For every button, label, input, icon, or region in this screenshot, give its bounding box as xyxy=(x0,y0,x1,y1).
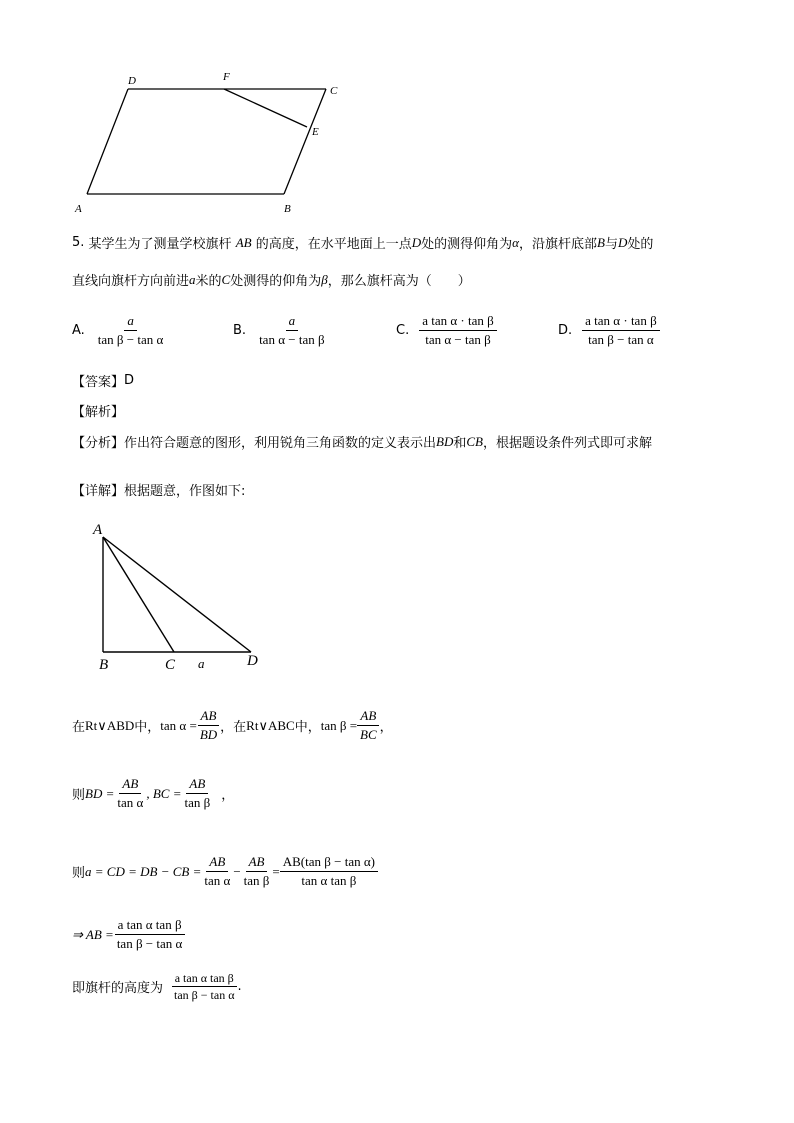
label-a: A xyxy=(75,203,82,215)
label-e: E xyxy=(312,126,319,138)
option-d-fraction xyxy=(582,313,660,348)
detail-line xyxy=(72,480,245,499)
step-1 xyxy=(72,708,393,743)
fenxi-he: 和 xyxy=(453,436,467,451)
numerator: AB xyxy=(119,776,141,794)
step1-rt2: Rt∨ABC xyxy=(246,717,295,733)
step-4 xyxy=(72,917,185,952)
numerator: AB xyxy=(186,776,208,794)
q-var-ab: AB xyxy=(235,234,252,250)
label-segment-a: a xyxy=(198,656,205,671)
numerator: AB xyxy=(357,708,379,726)
step1-text: 在 xyxy=(72,720,86,735)
step1-text: ，在 xyxy=(220,720,247,735)
option-b[interactable] xyxy=(233,313,328,348)
fenxi-label: 【分析】 xyxy=(72,436,125,451)
answer-line xyxy=(72,371,134,390)
figure-parallelogram xyxy=(70,68,350,218)
fenxi-bd: BD xyxy=(436,433,454,449)
q-text: 的高度，在水平地面上一点 xyxy=(255,237,412,252)
segment-da xyxy=(87,89,128,194)
q-text: 处的测得仰角为 xyxy=(421,237,513,252)
numerator: a tan α tan β xyxy=(115,917,185,935)
denominator: tan α xyxy=(204,873,231,888)
step2-lhs1: BD = xyxy=(85,785,115,801)
option-b-letter: B. xyxy=(233,323,247,338)
denominator: tan α tan β xyxy=(301,873,357,888)
step1-text: 中， xyxy=(294,720,321,735)
fenxi-cb: CB xyxy=(466,433,484,449)
step1-text: 中， xyxy=(134,720,161,735)
step2-fraction-1 xyxy=(114,776,146,811)
option-a-letter: A. xyxy=(72,323,85,338)
q-var-b: B xyxy=(597,234,605,250)
option-c-numerator: a tan α · tan β xyxy=(419,313,497,331)
label-d: D xyxy=(128,75,136,87)
q-text: 处的 xyxy=(627,237,654,252)
step3-fraction-2 xyxy=(241,854,273,889)
fenxi-line xyxy=(72,432,652,451)
question-line-1 xyxy=(72,233,653,252)
label-c: C xyxy=(165,657,176,673)
step3-text: 则 xyxy=(72,866,86,881)
segment-bc xyxy=(284,89,326,194)
step3-fraction-3 xyxy=(280,854,378,889)
fenxi-text: 作出符合题意的图形，利用锐角三角函数的定义表示出 xyxy=(124,436,437,451)
denominator: tan β − tan α xyxy=(174,988,235,1002)
detail-text: 根据题意，作图如下: xyxy=(124,484,246,499)
q-var-c: C xyxy=(221,271,231,287)
option-b-denominator: tan α − tan β xyxy=(259,332,325,347)
fenxi-text-end: ，根据题设条件列式即可求解 xyxy=(483,436,653,451)
step3-minus: − xyxy=(233,863,241,879)
q-var-alpha: α xyxy=(512,234,519,250)
denominator: tan β xyxy=(184,795,211,810)
q-var-d2: D xyxy=(617,234,628,250)
denominator: tan β − tan α xyxy=(116,936,183,951)
option-a-fraction xyxy=(95,313,167,348)
q-text: 直线向旗杆方向前进 xyxy=(72,274,190,289)
denominator: BC xyxy=(360,727,377,742)
figure-triangle xyxy=(85,515,275,675)
segment-ac xyxy=(103,537,174,652)
q-text: ，沿旗杆底部 xyxy=(518,237,597,252)
q-var-beta: β xyxy=(321,271,328,287)
segment-fe xyxy=(224,89,307,127)
analysis-heading xyxy=(72,401,124,420)
step1-rt1: Rt∨ABD xyxy=(85,717,135,733)
denominator: tan β xyxy=(243,873,270,888)
step-2 xyxy=(72,776,234,811)
q-text: 米的 xyxy=(195,274,222,289)
step1-fraction-2 xyxy=(357,708,380,743)
label-f: F xyxy=(223,71,230,83)
numerator: AB xyxy=(246,854,268,872)
step2-fraction-2 xyxy=(181,776,213,811)
step2-text: ， xyxy=(221,788,235,803)
question-line-2 xyxy=(72,270,471,289)
step3-eq: = xyxy=(272,863,280,879)
analysis-label: 【解析】 xyxy=(72,405,125,420)
option-a-numerator: a xyxy=(124,313,137,331)
step-5 xyxy=(72,971,242,1002)
question-number: 5. xyxy=(72,235,85,250)
step2-text: 则 xyxy=(72,788,86,803)
step1-lhs1: tan α = xyxy=(160,717,197,733)
numerator: a tan α tan β xyxy=(172,971,237,987)
answer-label: 【答案】 xyxy=(72,375,125,390)
option-d-letter: D. xyxy=(558,323,573,338)
step1-fraction-1 xyxy=(197,708,220,743)
option-c-letter: C. xyxy=(396,323,410,338)
step5-text: 即旗杆的高度为 xyxy=(72,981,164,996)
numerator: AB xyxy=(198,708,220,726)
option-a-denominator: tan β − tan α xyxy=(97,332,164,347)
step4-lhs: ⇒ AB = xyxy=(72,926,114,942)
label-d: D xyxy=(247,653,258,669)
denominator: BD xyxy=(199,727,218,742)
q-var-a: a xyxy=(189,271,196,287)
option-d-numerator: a tan α · tan β xyxy=(582,313,660,331)
step4-fraction xyxy=(114,917,186,952)
q-text: 处测得的仰角为 xyxy=(230,274,322,289)
q-text: ，那么旗杆高为（ ） xyxy=(327,274,471,289)
detail-label: 【详解】 xyxy=(72,484,125,499)
denominator: tan α xyxy=(117,795,144,810)
option-c-fraction xyxy=(419,313,497,348)
numerator: AB(tan β − tan α) xyxy=(280,854,378,872)
segment-ad xyxy=(103,537,251,652)
q-var-d: D xyxy=(411,234,422,250)
label-c: C xyxy=(330,85,338,97)
step2-mid: , BC = xyxy=(146,785,182,801)
option-c[interactable] xyxy=(396,313,497,348)
step-3 xyxy=(72,854,378,889)
step5-fraction xyxy=(171,971,237,1002)
step3-lhs: a = CD = DB − CB = xyxy=(85,863,202,879)
step5-end: . xyxy=(237,979,242,994)
option-b-numerator: a xyxy=(286,313,299,331)
option-b-fraction xyxy=(256,313,328,348)
option-a[interactable] xyxy=(72,313,166,348)
label-b: B xyxy=(99,657,109,673)
step1-text: ， xyxy=(379,720,393,735)
option-d-denominator: tan β − tan α xyxy=(588,332,654,347)
label-b: B xyxy=(284,203,291,215)
option-c-denominator: tan α − tan β xyxy=(425,332,491,347)
numerator: AB xyxy=(206,854,228,872)
label-a: A xyxy=(93,522,103,538)
q-text: 与 xyxy=(604,237,618,252)
step1-lhs2: tan β = xyxy=(320,717,358,733)
q-text: 某学生为了测量学校旗杆 xyxy=(88,237,232,252)
answer-value: D xyxy=(124,373,135,388)
option-d[interactable] xyxy=(558,313,660,348)
step3-fraction-1 xyxy=(201,854,233,889)
